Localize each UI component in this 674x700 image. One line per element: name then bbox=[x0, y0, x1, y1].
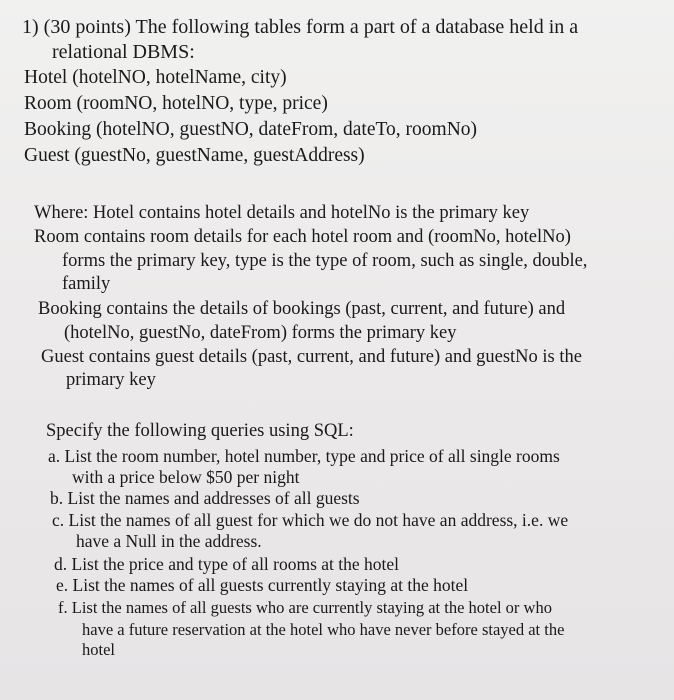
where-booking: Booking contains the details of bookings (past, current, and future) and bbox=[38, 299, 566, 319]
query-f: f. List the names of all guests who are currently staying at the hotel or who bbox=[58, 598, 552, 617]
where-room-cont: forms the primary key, type is the type of room, such as single, double, bbox=[62, 251, 588, 271]
relation-guest: Guest (guestNo, guestName, guestAddress) bbox=[24, 145, 365, 166]
where-room: Room contains room details for each hotel room and (roomNo, hotelNo) bbox=[34, 227, 571, 247]
query-f-cont: have a future reservation at the hotel who have never before stayed at the bbox=[82, 620, 565, 639]
relation-booking: Booking (hotelNO, guestNO, dateFrom, dateTo, roomNo) bbox=[24, 119, 478, 140]
question-heading: 1) (30 points) The following tables form a part of a database held in a bbox=[22, 16, 579, 38]
where-guest-cont: primary key bbox=[66, 370, 156, 390]
where-guest: Guest contains guest details (past, current, and future) and guestNo is the bbox=[41, 347, 582, 367]
query-f-cont2: hotel bbox=[82, 640, 115, 659]
query-e: e. List the names of all guests currently staying at the hotel bbox=[56, 575, 469, 595]
query-a: a. List the room number, hotel number, type and price of all single rooms bbox=[48, 446, 560, 466]
instructions: Specify the following queries using SQL: bbox=[46, 421, 354, 441]
relation-room: Room (roomNO, hotelNO, type, price) bbox=[24, 93, 328, 114]
query-a-cont: with a price below $50 per night bbox=[72, 467, 300, 487]
query-c-cont: have a Null in the address. bbox=[76, 531, 262, 551]
where-room-cont2: family bbox=[62, 274, 111, 294]
where-hotel: Where: Hotel contains hotel details and hotelNo is the primary key bbox=[34, 203, 530, 223]
query-d: d. List the price and type of all rooms at the hotel bbox=[54, 554, 400, 574]
relation-hotel: Hotel (hotelNO, hotelName, city) bbox=[24, 67, 287, 88]
question-heading-cont: relational DBMS: bbox=[52, 41, 195, 63]
query-b: b. List the names and addresses of all guests bbox=[50, 488, 360, 508]
query-c: c. List the names of all guest for which we do not have an address, i.e. we bbox=[52, 510, 569, 530]
where-booking-cont: (hotelNo, guestNo, dateFrom) forms the primary key bbox=[64, 323, 457, 343]
